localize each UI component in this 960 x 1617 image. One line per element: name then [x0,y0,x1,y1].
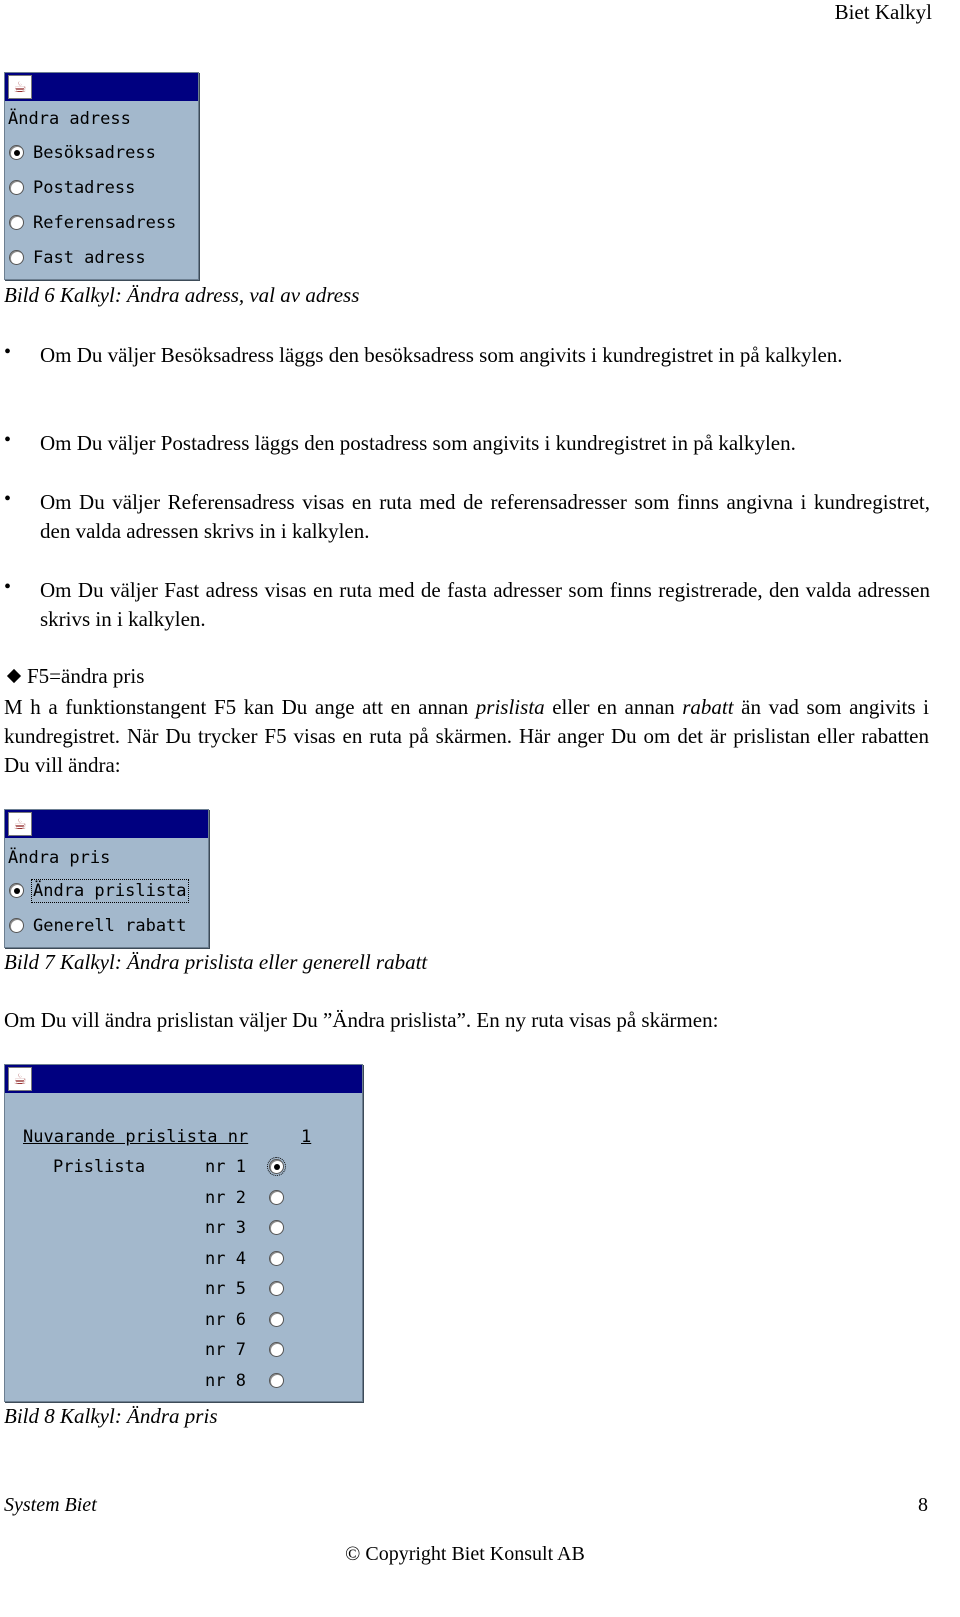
radio-besoksadress[interactable] [9,145,24,160]
bullet-dot-icon: • [4,488,12,510]
option-label[interactable]: Besöksadress [33,143,156,163]
java-cup-icon: ☕ [8,812,32,836]
emphasis-text: prislista [475,695,545,719]
option-label[interactable]: Ändra prislista [33,881,187,901]
copyright: © Copyright Biet Konsult AB [345,1543,585,1565]
change-address-dialog [4,72,199,280]
section-heading [4,664,144,689]
figure-caption: Bild 6 Kalkyl: Ändra adress, val av adress [4,283,360,307]
dialog-title: Ändra adress [8,109,131,129]
bullet-text: Om Du väljer Referensadress visas en ruta med de referensadresser som finns angivna i kundregistret, den valda adressen skrivs in i kalkylen. [40,490,930,543]
pricelist-option-label: nr 6 [205,1310,246,1330]
pricelist-option-label: nr 2 [205,1188,246,1208]
paragraph-text: M h a funktionstangent F5 kan Du ange att en annan [4,695,476,719]
radio-pricelist-2[interactable] [269,1190,284,1205]
radio-pricelist-1[interactable] [269,1159,284,1174]
footer-left: System Biet [4,1494,97,1516]
radio-referensadress[interactable] [9,215,24,230]
bullet-dot-icon: • [4,341,12,363]
option-label[interactable]: Fast adress [33,248,146,268]
java-cup-icon: ☕ [8,75,32,99]
figure-caption: Bild 7 Kalkyl: Ändra prislista eller generell rabatt [4,950,428,974]
pricelist-option-label: nr 4 [205,1249,246,1269]
paragraph-text: än vad som angivits i kundregistret. När Du trycker F5 visas en ruta på skärmen. Här anger Du om det är prislistan eller rabatten Du vill ändra: [4,695,929,777]
dialog-title: Ändra pris [8,848,111,868]
bullet-text: Om Du väljer Besöksadress läggs den besöksadress som angivits i kundregistret in på kalkylen. [40,343,843,367]
java-cup-icon: ☕ [8,1067,32,1091]
pricelist-option-label: nr 3 [205,1218,246,1238]
radio-pricelist-8[interactable] [269,1373,284,1388]
pricelist-option-label: nr 7 [205,1340,246,1360]
radio-postadress[interactable] [9,180,24,195]
dialog-titlebar[interactable] [5,73,198,101]
f5-paragraph [4,693,929,780]
figure-caption: Bild 8 Kalkyl: Ändra pris [4,1404,218,1428]
current-pricelist-label: Nuvarande prislista nr [23,1127,249,1147]
bullet-text: Om Du väljer Postadress läggs den postadress som angivits i kundregistret in på kalkylen. [40,431,796,455]
paragraph-text: eller en annan [544,695,683,719]
current-pricelist-value: 1 [301,1127,312,1147]
option-label[interactable]: Referensadress [33,213,177,233]
section-heading-text: F5=ändra pris [27,664,145,688]
page-number: 8 [918,1494,928,1516]
emphasis-text: rabatt [682,695,734,719]
pricelist-option-label: nr 8 [205,1371,246,1391]
radio-andra-prislista[interactable] [9,883,24,898]
bullet-text: Om Du väljer Fast adress visas en ruta med de fasta adresser som finns registrerade, den valda adressen skrivs in i kalkylen. [40,578,930,631]
dialog-titlebar[interactable] [5,810,208,838]
option-label[interactable]: Postadress [33,178,136,198]
radio-pricelist-5[interactable] [269,1281,284,1296]
bullet-dot-icon: • [4,576,12,598]
page-header: Biet Kalkyl [834,0,932,24]
radio-fast-adress[interactable] [9,250,24,265]
paragraph: Om Du vill ändra prislistan väljer Du ”Ändra prislista”. En ny ruta visas på skärmen: [4,1008,719,1032]
option-label[interactable]: Generell rabatt [33,916,187,936]
bullet-dot-icon: • [4,429,12,451]
price-list-dialog [4,1064,363,1402]
pricelist-label: Prislista [53,1157,146,1177]
change-price-dialog [4,809,209,948]
radio-pricelist-7[interactable] [269,1342,284,1357]
pricelist-option-label: nr 1 [205,1157,246,1177]
radio-pricelist-3[interactable] [269,1220,284,1235]
radio-pricelist-6[interactable] [269,1312,284,1327]
radio-pricelist-4[interactable] [269,1251,284,1266]
dialog-titlebar[interactable] [5,1065,362,1093]
pricelist-option-label: nr 5 [205,1279,246,1299]
diamond-icon [7,669,21,683]
radio-generell-rabatt[interactable] [9,918,24,933]
